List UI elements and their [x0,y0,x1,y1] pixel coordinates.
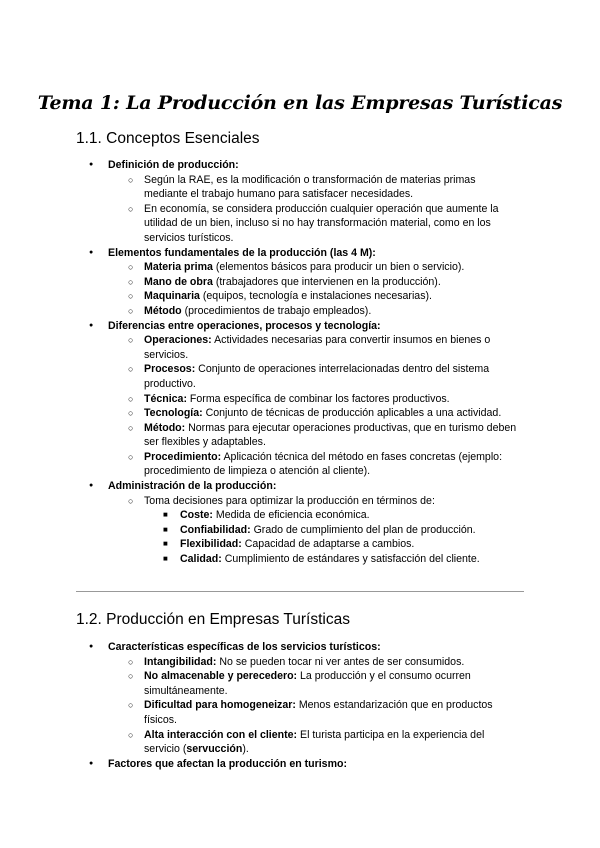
list-item-diferencias [0,319,600,480]
list-item: ■ Calidad: Cumplimiento de estándares y satisfacción del cliente. [0,552,522,567]
list-item-definicion [0,158,600,246]
section-1-2-content [0,640,600,771]
list-item: ○ Maquinaria (equipos, tecnología e instalaciones necesarias). [0,289,600,304]
list-item: ○ Intangibilidad: No se pueden tocar ni ver antes de ser consumidos. [0,655,600,670]
list-item: ○ Método (procedimientos de trabajo empleados). [0,304,600,319]
list-item: ○ Método: Normas para ejecutar operaciones productivas, que en turismo deben ser flexibles y adaptables. [0,421,600,450]
list-item: ○ Alta interacción con el cliente: El turista participa en la experiencia del servicio (servucción). [0,728,600,757]
list-item: ○ Procedimiento: Aplicación técnica del método en fases concretas (ejemplo: procedimiento de limpieza o atención al cliente). [0,450,600,479]
list-item: ○ Tecnología: Conjunto de técnicas de producción aplicables a una actividad. [0,406,600,421]
administracion-label: Administración de la producción: [108,480,277,493]
list-item: ○ Operaciones: Actividades necesarias para convertir insumos en bienes o servicios. [0,333,600,362]
horizontal-divider [76,591,524,592]
factores-label: Factores que afectan la producción en turismo: [108,757,347,770]
list-item: ○ En economía, se considera producción cualquier operación que aumente la utilidad de un bien, incluso si no hay transformación material, como en los servicios turísticos. [0,202,600,246]
list-item: ○ Según la RAE, es la modificación o transformación de materias primas mediante el trabajo humano para satisfacer necesidades. [0,173,600,202]
list-item: ■ Confiabilidad: Grado de cumplimiento del plan de producción. [0,523,522,538]
list-item: ○ Dificultad para homogeneizar: Menos estandarización que en productos físicos. [0,698,600,727]
list-item: ○ Materia prima (elementos básicos para producir un bien o servicio). [0,260,600,275]
page-title: Tema 1: La Producción en las Empresas Turísticas [37,92,563,114]
diferencias-label: Diferencias entre operaciones, procesos y tecnología: [108,319,381,332]
list-item-caracteristicas [0,640,600,757]
section-1-1-content [0,158,600,567]
list-item: ○ Mano de obra (trabajadores que intervienen en la producción). [0,275,600,290]
list-item: ○ Técnica: Forma específica de combinar los factores productivos. [0,392,600,407]
elementos-label: Elementos fundamentales de la producción (las 4 M): [108,246,376,259]
list-item: ■ Coste: Medida de eficiencia económica. [0,508,522,523]
caracteristicas-label: Características específicas de los servicios turísticos: [108,641,381,653]
definicion-label: Definición de producción: [108,159,239,171]
list-item: ○ No almacenable y perecedero: La producción y el consumo ocurren simultáneamente. [0,669,600,698]
section-heading-1-2: 1.2. Producción en Empresas Turísticas [76,611,350,628]
list-item-elementos [0,246,600,319]
list-item: ■ Flexibilidad: Capacidad de adaptarse a cambios. [0,537,522,552]
list-item-factores [0,757,600,772]
list-item: ○ Toma decisiones para optimizar la producción en términos de: ■ Coste: Medida de eficiencia económica. ■ Confiabilidad: Grado de cumplimiento del plan de producción. ■ Flexibilidad: Capacidad de adaptarse a cambios. ■ Calidad: Cumplimiento de estándares y satisfacción del cliente. [0,494,600,567]
section-heading-1-1: 1.1. Conceptos Esenciales [76,130,260,147]
list-item: ○ Procesos: Conjunto de operaciones interrelacionadas dentro del sistema productivo. [0,362,600,391]
list-item-administracion [0,479,600,567]
